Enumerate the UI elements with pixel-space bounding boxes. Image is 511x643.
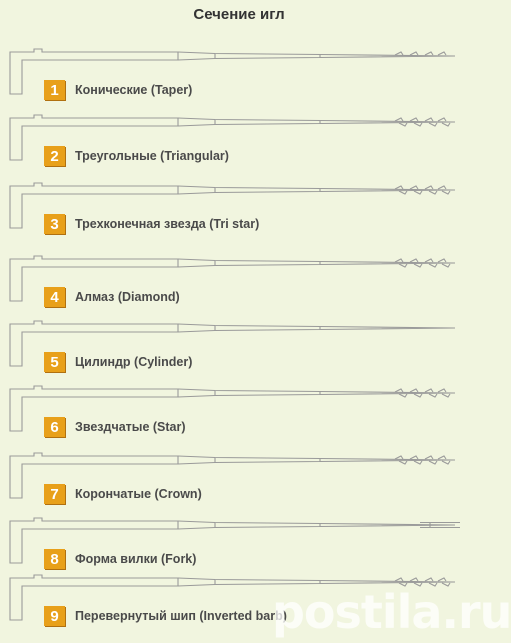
needle-row-4	[0, 253, 478, 323]
needle-row-6	[0, 383, 478, 453]
item-number: 6	[44, 417, 65, 437]
item-number: 9	[44, 606, 65, 626]
needle-row-1	[0, 46, 478, 116]
item-number: 8	[44, 549, 65, 569]
item-number: 3	[44, 214, 65, 234]
item-label: Перевернутый шип (Inverted barb)	[75, 609, 287, 623]
item-label: Корончатые (Crown)	[75, 487, 202, 501]
watermark: postila.ru	[272, 585, 511, 639]
item-label: Конические (Taper)	[75, 83, 193, 97]
item-number: 5	[44, 352, 65, 372]
item-label: Цилиндр (Cylinder)	[75, 355, 193, 369]
needle-row-5	[0, 318, 478, 388]
item-number: 2	[44, 146, 65, 166]
item-label: Алмаз (Diamond)	[75, 290, 180, 304]
page-title: Сечение игл	[193, 6, 285, 23]
item-number: 7	[44, 484, 65, 504]
item-number: 4	[44, 287, 65, 307]
item-label: Трехконечная звезда (Tri star)	[75, 217, 260, 231]
item-number: 1	[44, 80, 65, 100]
needle-row-2	[0, 112, 478, 182]
item-label: Треугольные (Triangular)	[75, 149, 229, 163]
item-label: Звездчатые (Star)	[75, 420, 186, 434]
item-label: Форма вилки (Fork)	[75, 552, 197, 566]
needle-row-3	[0, 180, 478, 250]
needle-row-7	[0, 450, 478, 520]
